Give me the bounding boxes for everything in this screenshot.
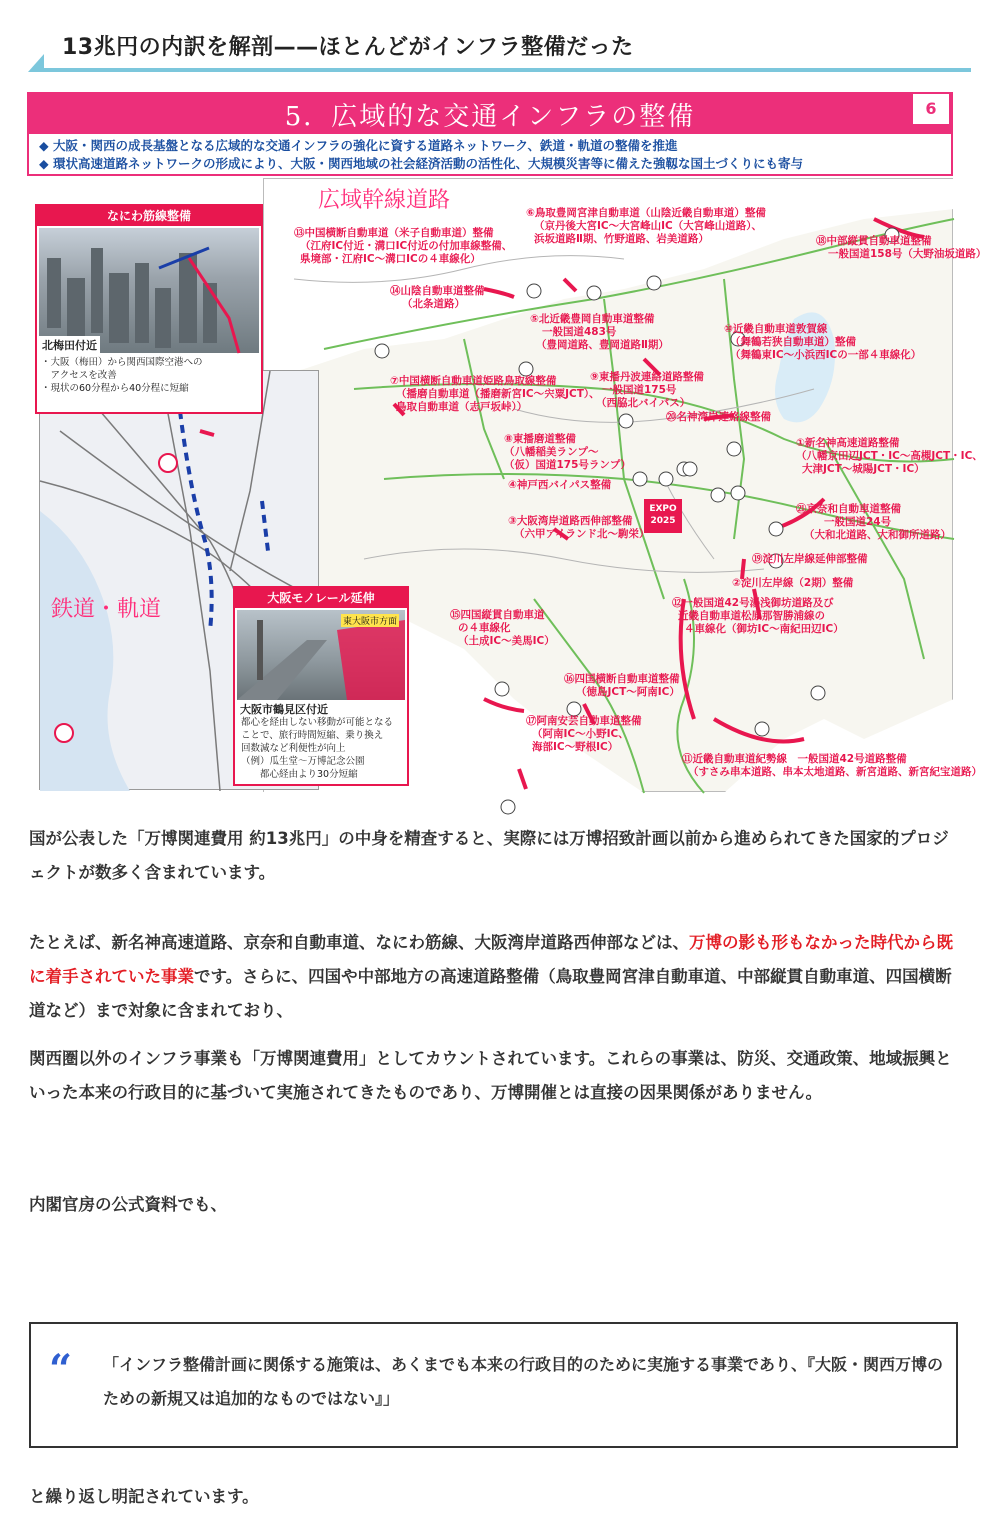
map-label-8-line3: （仮）国道175号ランプ） [504,459,632,471]
map-label-17-title: ⑰阿南安芸自動車道整備 [526,715,642,727]
map-label-15-title: ⑮四国縦貫自動車道 [450,609,545,621]
map-label-2: ②淀川左岸線（2期）整備 [732,577,854,589]
monorail-inset-title: 大阪モノレール延伸 [235,588,407,608]
figure-bullets [27,132,953,176]
naniwa-note: ・現状の60分程から40分程に短縮 [41,383,189,394]
monorail-notes [241,716,393,781]
map-label-10-title: ⑩近畿自動車道敦賀線 [724,323,828,335]
infrastructure-figure [27,92,986,792]
map-label-20: ⑳名神湾岸連絡線整備 [666,411,771,423]
monorail-line [262,501,268,551]
monorail-location-label: 大阪市鶴見区付近 [240,703,328,716]
naniwa-location-label: 北梅田付近 [39,336,100,354]
naniwa-notes [41,356,203,395]
paragraph-1: 国が公表した「万博関連費用 約13兆円」の中身を精査すると、実際には万博招致計画以前から進められてきた国家的プロジェクトが数多く含まれています。 [29,829,949,882]
map-label-15-line2: の４車線化 [458,622,511,634]
heading-underline [36,68,971,72]
map-label-16-line2: （徳島JCT～阿南IC） [576,686,680,698]
map-label-3-line2: （六甲アイランド北～駒栄） [514,528,650,540]
map-label-9-title: ⑨東播丹波連絡道路整備 [590,371,704,383]
map-label-17-line2: （阿南IC～小野IC、 [532,728,629,740]
paragraph-5: と繰り返し明記されています。 [29,1487,259,1506]
map-label-5-line3: （豊岡道路、豊岡道路Ⅱ期） [536,339,669,351]
figure-title: 5．広域的な交通インフラの整備 [284,102,696,132]
paragraph-2 [29,926,959,1028]
map-label-7-line2: （播磨自動車道（播磨新宮IC～宍粟JCT）、 [396,388,600,400]
extension-segment [200,431,214,435]
paragraph-2-highlight: 万博の影も形もなかった時代から既に着手されていた事業 [29,933,953,986]
quote-mark-icon: “ [49,1346,73,1393]
map-label-6-title: ⑥鳥取豊岡宮津自動車道（山陰近畿自動車道）整備 [526,207,766,219]
map-label-6-line2: （京丹後大宮IC～大宮峰山IC（大宮峰山道路）、 [534,220,762,232]
rail-map-title: 鉄道・軌道 [51,597,162,622]
expo-2025-marker: EXPO 2025 [644,499,682,533]
monorail-photo [237,610,405,700]
map-label-1-line2: （八幡京田辺JCT・IC～高槻JCT・IC、 [796,450,983,462]
paragraph-4: 内閣官房の公式資料でも、 [29,1195,227,1214]
naniwa-inset [35,204,263,414]
map-label-19: ⑲淀川左岸線延伸部整備 [752,553,868,565]
map-label-14-title: ⑭山陰自動車道整備 [390,285,485,297]
airport-marker [55,724,73,742]
figure-bullet: ◆ 環状高速道路ネットワークの形成により、大阪・関西地域の社会経済活動の活性化、大規模災害等に備えた強靱な国土づくりにも寄与 [39,156,803,171]
airport-marker [159,454,177,472]
map-label-12-line3: ４車線化（御坊IC～南紀田辺IC） [684,623,844,635]
map-label-16-title: ⑯四国横断自動車道整備 [564,673,680,685]
map-label-9-line2: 一般国道175号 [602,384,677,396]
section-heading [28,22,971,74]
road-map-title: 広域幹線道路 [318,188,451,213]
map-label-6-line3: 浜坂道路Ⅱ期、竹野道路、岩美道路） [534,233,709,245]
map-label-18-title: ⑱中部縦貫自動車道整備 [816,235,932,247]
blockquote [29,1322,958,1448]
map-label-8-title: ⑧東播磨道整備 [504,433,576,445]
map-label-11-title: ⑪近畿自動車道紀勢線 一般国道42号道路整備 [682,753,907,765]
monorail-note: 回数減など利便性が向上 [241,743,346,754]
naniwa-note: ・大阪（梅田）から関西国際空港への [41,357,203,368]
map-label-4: ④神戸西バイパス整備 [508,479,612,491]
map-label-7-title: ⑦中国横断自動車道姫路鳥取線整備 [390,375,557,387]
map-label-5-title: ⑤北近畿豊岡自動車道整備 [530,313,655,325]
monorail-direction-label: 東大阪市方面 [341,614,399,627]
paragraph-2-text: たとえば、新名神高速道路、京奈和自動車道、なにわ筋線、大阪湾岸道路西伸部などは、 [29,933,689,952]
map-label-9-line3: （西脇北バイパス） [596,397,691,409]
map-label-1-title: ①新名神高速道路整備 [796,437,900,449]
map-label-13-title: ⑬中国横断自動車道（米子自動車道）整備 [294,227,494,239]
map-label-7-line3: 鳥取自動車道（志戸坂峠）） [396,401,528,413]
map-label-14-line2: （北条道路） [402,298,465,310]
map-label-18-line2: 一般国道158号（大野油坂道路） [828,248,986,260]
map-label-13-line2: （江府IC付近・溝口IC付近の付加車線整備、 [300,240,513,252]
monorail-note: （例）瓜生堂～万博記念公園 [241,756,365,767]
monorail-note: 都心を経由しない移動が可能となる [241,717,394,728]
map-label-17-line3: 海部IC～野根IC） [532,741,619,753]
paragraph-2-text-after: です。さらに、四国や中部地方の高速道路整備（鳥取豊岡宮津自動車道、中部縦貫自動車道、四国横断道など）まで対象に含まれており、 [29,967,952,1020]
naniwa-note: アクセスを改善 [41,370,117,381]
map-label-21-line2: 一般国道24号 [824,516,892,528]
monorail-inset [233,586,409,786]
osaka-bay [40,511,130,791]
section-heading-text: 13兆円の内訳を解剖——ほとんどがインフラ整備だった [62,35,634,60]
naniwa-photo-graphic [39,228,259,353]
paragraph-3: 関西圏以外のインフラ事業も「万博関連費用」としてカウントされています。これらの事業は、防災、交通政策、地域振興といった本来の行政目的に基づいて実施されてきたものであり、万博開催とは直接の因果関係がありません。 [29,1049,952,1102]
naniwa-inset-title: なにわ筋線整備 [37,206,261,226]
map-label-12-title: ⑫一般国道42号湯浅御坊道路及び [672,597,834,609]
map-label-21-line3: （大和北道路、大和御所道路） [804,529,951,541]
map-label-10-line3: （舞鶴東IC～小浜西ICの一部４車線化） [730,349,922,361]
map-label-5-line2: 一般国道483号 [542,326,617,338]
map-label-3-title: ③大阪湾岸道路西伸部整備 [508,515,633,527]
monorail-note: ことで、旅行時間短縮、乗り換え [241,730,384,741]
figure-page-number: 6 [913,94,949,124]
map-label-11-line2: （すさみ串本道路、串本太地道路、新宮道路、新宮紀宝道路） [688,766,982,778]
map-label-8-line2: （八幡稲美ランプ～ [504,446,599,458]
map-label-15-line3: （土成IC～美馬IC） [458,635,555,647]
map-label-10-line2: （舞鶴若狭自動車道）整備 [730,336,856,348]
map-label-12-line2: 近畿自動車道松原那智勝浦線の [678,610,825,622]
quote-text: 「インフラ整備計画に関係する施策は、あくまでも本来の行政目的のために実施する事業であり、『大阪・関西万博のための新規又は追加的なものではない』」 [103,1355,944,1408]
monorail-note: 都心経由より30分短縮 [241,769,358,780]
map-label-21-title: ㉑京奈和自動車道整備 [796,503,901,515]
naniwa-aerial-photo [39,228,259,353]
figure-bullet: ◆ 大阪・関西の成長基盤となる広域的な交通インフラの強化に資する道路ネットワーク、鉄道・軌道の整備を推進 [39,138,678,153]
map-label-13-line3: 県境部・江府IC～溝口ICの４車線化） [300,253,481,265]
map-label-1-line3: 大津JCT～城陽JCT・IC） [802,463,925,475]
